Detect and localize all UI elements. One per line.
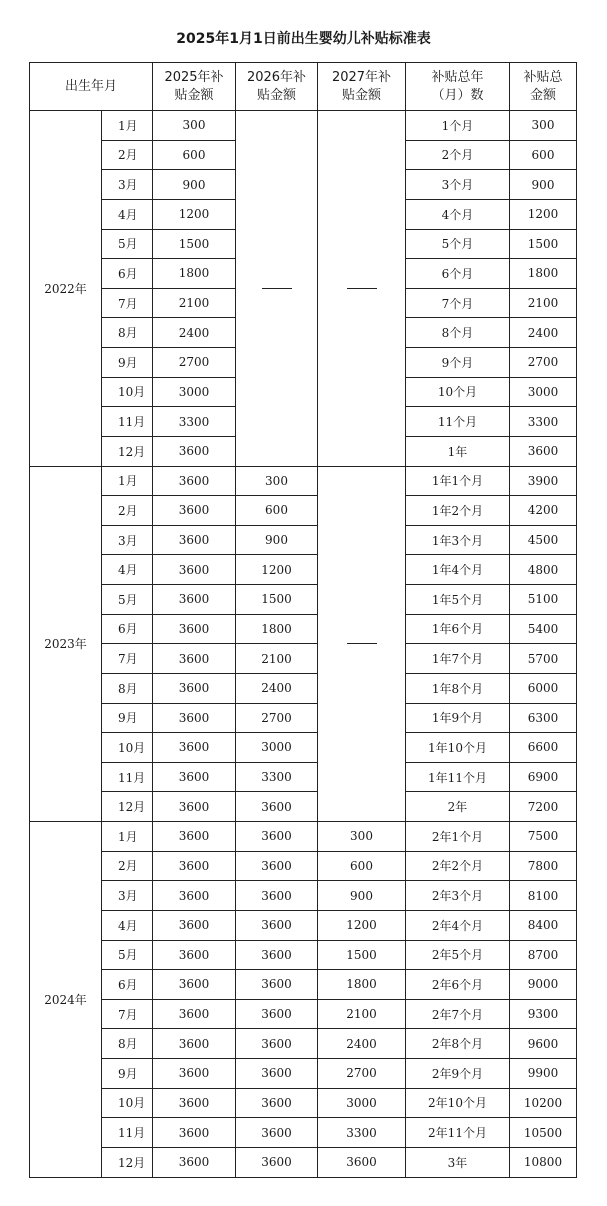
total-duration-cell: 2年: [406, 792, 510, 822]
total-amount-cell: 6900: [510, 762, 577, 792]
month-cell: 12月: [102, 1147, 153, 1177]
amount-2025-cell: 3600: [153, 970, 236, 1000]
total-amount-cell: 6000: [510, 673, 577, 703]
total-duration-cell: 2年3个月: [406, 881, 510, 911]
total-amount-cell: 8400: [510, 910, 577, 940]
month-cell: 4月: [102, 555, 153, 585]
month-cell: 5月: [102, 940, 153, 970]
month-cell: 5月: [102, 585, 153, 615]
amount-2026-cell: 3600: [236, 999, 318, 1029]
amount-2025-cell: 300: [153, 111, 236, 141]
amount-2025-cell: 3600: [153, 792, 236, 822]
total-duration-cell: 6个月: [406, 259, 510, 289]
month-cell: 9月: [102, 348, 153, 378]
total-duration-cell: 2年8个月: [406, 1029, 510, 1059]
amount-2025-cell: 3600: [153, 1118, 236, 1148]
page-title: 2025年1月1日前出生婴幼儿补贴标准表: [176, 31, 431, 47]
amount-2025-cell: 3600: [153, 851, 236, 881]
total-amount-cell: 3000: [510, 377, 577, 407]
total-amount-cell: 900: [510, 170, 577, 200]
amount-2025-cell: 3600: [153, 436, 236, 466]
total-duration-cell: 2年2个月: [406, 851, 510, 881]
amount-2027-na-cell: [318, 111, 406, 467]
month-cell: 7月: [102, 288, 153, 318]
total-amount-cell: 1200: [510, 199, 577, 229]
table-row: [30, 1088, 577, 1118]
amount-2027-na-cell: [318, 466, 406, 822]
amount-2026-cell: 2700: [236, 703, 318, 733]
total-amount-cell: 8700: [510, 940, 577, 970]
amount-2026-cell: 1500: [236, 585, 318, 615]
total-amount-cell: 4800: [510, 555, 577, 585]
amount-2027-cell: 3000: [318, 1088, 406, 1118]
table-row: [30, 940, 577, 970]
table-row: [30, 585, 577, 615]
header-total-amount: 补贴总金额: [510, 63, 577, 111]
month-cell: 6月: [102, 259, 153, 289]
total-duration-cell: 1年8个月: [406, 673, 510, 703]
month-cell: 11月: [102, 762, 153, 792]
amount-2026-cell: 3600: [236, 940, 318, 970]
amount-2025-cell: 3300: [153, 407, 236, 437]
amount-2026-cell: 2100: [236, 644, 318, 674]
month-cell: 1月: [102, 111, 153, 141]
total-duration-cell: 1年9个月: [406, 703, 510, 733]
total-amount-cell: 9600: [510, 1029, 577, 1059]
amount-2025-cell: 3600: [153, 881, 236, 911]
total-amount-cell: 5700: [510, 644, 577, 674]
total-amount-cell: 9000: [510, 970, 577, 1000]
table-row: [30, 851, 577, 881]
header-2025-amount: 2025年补贴金额: [153, 63, 236, 111]
amount-2025-cell: 3600: [153, 1147, 236, 1177]
month-cell: 9月: [102, 1059, 153, 1089]
amount-2027-cell: 2400: [318, 1029, 406, 1059]
table-row: [30, 733, 577, 763]
amount-2027-cell: 2100: [318, 999, 406, 1029]
total-duration-cell: 2年5个月: [406, 940, 510, 970]
amount-2027-cell: 900: [318, 881, 406, 911]
total-duration-cell: 4个月: [406, 199, 510, 229]
month-cell: 10月: [102, 1088, 153, 1118]
header-total-duration: 补贴总年（月）数: [406, 63, 510, 111]
table-row: [30, 1059, 577, 1089]
amount-2027-cell: 3300: [318, 1118, 406, 1148]
month-cell: 9月: [102, 703, 153, 733]
month-cell: 3月: [102, 881, 153, 911]
table-row: [30, 822, 577, 852]
total-amount-cell: 9300: [510, 999, 577, 1029]
amount-2026-cell: 2400: [236, 673, 318, 703]
month-cell: 3月: [102, 525, 153, 555]
month-cell: 11月: [102, 1118, 153, 1148]
amount-2025-cell: 3600: [153, 614, 236, 644]
year-cell: 2024年: [30, 822, 102, 1178]
total-amount-cell: 3300: [510, 407, 577, 437]
total-duration-cell: 10个月: [406, 377, 510, 407]
total-amount-cell: 1800: [510, 259, 577, 289]
amount-2025-cell: 3600: [153, 940, 236, 970]
table-row: [30, 1029, 577, 1059]
table-row: [30, 496, 577, 526]
dash-mark: [347, 643, 377, 644]
total-duration-cell: 1年10个月: [406, 733, 510, 763]
amount-2026-cell: 300: [236, 466, 318, 496]
total-amount-cell: 600: [510, 140, 577, 170]
amount-2025-cell: 3600: [153, 644, 236, 674]
amount-2025-cell: 2100: [153, 288, 236, 318]
amount-2025-cell: 1800: [153, 259, 236, 289]
amount-2026-cell: 3600: [236, 1059, 318, 1089]
total-amount-cell: 300: [510, 111, 577, 141]
total-duration-cell: 2个月: [406, 140, 510, 170]
amount-2026-cell: 900: [236, 525, 318, 555]
year-cell: 2023年: [30, 466, 102, 822]
amount-2025-cell: 1200: [153, 199, 236, 229]
month-cell: 11月: [102, 407, 153, 437]
table-row: [30, 970, 577, 1000]
total-amount-cell: 6600: [510, 733, 577, 763]
amount-2027-cell: 2700: [318, 1059, 406, 1089]
total-duration-cell: 1年4个月: [406, 555, 510, 585]
amount-2027-cell: 1500: [318, 940, 406, 970]
amount-2026-cell: 3600: [236, 1118, 318, 1148]
total-amount-cell: 9900: [510, 1059, 577, 1089]
month-cell: 8月: [102, 673, 153, 703]
month-cell: 7月: [102, 644, 153, 674]
dash-mark: [262, 288, 292, 289]
header-birth-month: 出生年月: [30, 63, 153, 111]
table-row: [30, 555, 577, 585]
amount-2027-cell: 600: [318, 851, 406, 881]
amount-2025-cell: 3600: [153, 673, 236, 703]
amount-2025-cell: 3600: [153, 822, 236, 852]
table-row: [30, 999, 577, 1029]
amount-2026-cell: 3600: [236, 910, 318, 940]
amount-2025-cell: 3600: [153, 1029, 236, 1059]
total-duration-cell: 1年11个月: [406, 762, 510, 792]
amount-2026-cell: 3600: [236, 1029, 318, 1059]
total-duration-cell: 2年10个月: [406, 1088, 510, 1118]
total-amount-cell: 7800: [510, 851, 577, 881]
total-amount-cell: 7200: [510, 792, 577, 822]
amount-2025-cell: 3600: [153, 466, 236, 496]
month-cell: 10月: [102, 733, 153, 763]
amount-2025-cell: 3600: [153, 525, 236, 555]
total-duration-cell: 2年9个月: [406, 1059, 510, 1089]
total-amount-cell: 3900: [510, 466, 577, 496]
amount-2026-cell: 3600: [236, 1147, 318, 1177]
amount-2026-cell: 1800: [236, 614, 318, 644]
total-duration-cell: 1年3个月: [406, 525, 510, 555]
total-amount-cell: 7500: [510, 822, 577, 852]
amount-2026-cell: 1200: [236, 555, 318, 585]
amount-2026-cell: 600: [236, 496, 318, 526]
month-cell: 12月: [102, 792, 153, 822]
amount-2025-cell: 3600: [153, 1059, 236, 1089]
amount-2026-cell: 3600: [236, 822, 318, 852]
amount-2025-cell: 3600: [153, 910, 236, 940]
month-cell: 4月: [102, 910, 153, 940]
amount-2025-cell: 3600: [153, 703, 236, 733]
total-duration-cell: 1年: [406, 436, 510, 466]
total-amount-cell: 4200: [510, 496, 577, 526]
table-row: [30, 111, 577, 141]
month-cell: 2月: [102, 140, 153, 170]
total-duration-cell: 5个月: [406, 229, 510, 259]
month-cell: 5月: [102, 229, 153, 259]
table-row: [30, 673, 577, 703]
total-amount-cell: 5400: [510, 614, 577, 644]
amount-2025-cell: 2400: [153, 318, 236, 348]
table-row: [30, 792, 577, 822]
total-duration-cell: 2年1个月: [406, 822, 510, 852]
total-duration-cell: 3个月: [406, 170, 510, 200]
total-amount-cell: 2700: [510, 348, 577, 378]
month-cell: 8月: [102, 318, 153, 348]
month-cell: 8月: [102, 1029, 153, 1059]
year-cell: 2022年: [30, 111, 102, 467]
table-row: [30, 644, 577, 674]
amount-2025-cell: 3000: [153, 377, 236, 407]
amount-2026-cell: 3600: [236, 970, 318, 1000]
month-cell: 6月: [102, 614, 153, 644]
total-amount-cell: 2400: [510, 318, 577, 348]
header-row: [30, 63, 577, 111]
amount-2025-cell: 600: [153, 140, 236, 170]
month-cell: 3月: [102, 170, 153, 200]
month-cell: 4月: [102, 199, 153, 229]
table-row: [30, 614, 577, 644]
total-duration-cell: 1年6个月: [406, 614, 510, 644]
total-amount-cell: 2100: [510, 288, 577, 318]
month-cell: 1月: [102, 466, 153, 496]
month-cell: 2月: [102, 496, 153, 526]
amount-2025-cell: 3600: [153, 733, 236, 763]
total-duration-cell: 11个月: [406, 407, 510, 437]
amount-2025-cell: 2700: [153, 348, 236, 378]
month-cell: 12月: [102, 436, 153, 466]
total-amount-cell: 6300: [510, 703, 577, 733]
amount-2026-cell: 3600: [236, 1088, 318, 1118]
table-row: [30, 525, 577, 555]
month-cell: 6月: [102, 970, 153, 1000]
total-duration-cell: 1年2个月: [406, 496, 510, 526]
total-amount-cell: 8100: [510, 881, 577, 911]
total-amount-cell: 10500: [510, 1118, 577, 1148]
total-amount-cell: 4500: [510, 525, 577, 555]
table-row: [30, 1147, 577, 1177]
total-duration-cell: 2年6个月: [406, 970, 510, 1000]
amount-2025-cell: 1500: [153, 229, 236, 259]
total-amount-cell: 5100: [510, 585, 577, 615]
total-amount-cell: 1500: [510, 229, 577, 259]
total-duration-cell: 3年: [406, 1147, 510, 1177]
table-row: [30, 1118, 577, 1148]
amount-2025-cell: 3600: [153, 999, 236, 1029]
total-duration-cell: 1个月: [406, 111, 510, 141]
amount-2026-cell: 3600: [236, 851, 318, 881]
total-duration-cell: 1年1个月: [406, 466, 510, 496]
month-cell: 7月: [102, 999, 153, 1029]
month-cell: 10月: [102, 377, 153, 407]
amount-2025-cell: 3600: [153, 1088, 236, 1118]
table-row: [30, 762, 577, 792]
amount-2025-cell: 3600: [153, 496, 236, 526]
table-row: [30, 881, 577, 911]
amount-2025-cell: 900: [153, 170, 236, 200]
amount-2026-cell: 3300: [236, 762, 318, 792]
amount-2027-cell: 1800: [318, 970, 406, 1000]
month-cell: 2月: [102, 851, 153, 881]
total-duration-cell: 1年7个月: [406, 644, 510, 674]
table-row: [30, 910, 577, 940]
total-duration-cell: 8个月: [406, 318, 510, 348]
total-amount-cell: 10200: [510, 1088, 577, 1118]
amount-2026-na-cell: [236, 111, 318, 467]
amount-2027-cell: 3600: [318, 1147, 406, 1177]
amount-2025-cell: 3600: [153, 555, 236, 585]
amount-2025-cell: 3600: [153, 762, 236, 792]
total-duration-cell: 2年4个月: [406, 910, 510, 940]
total-amount-cell: 3600: [510, 436, 577, 466]
amount-2027-cell: 1200: [318, 910, 406, 940]
total-duration-cell: 7个月: [406, 288, 510, 318]
month-cell: 1月: [102, 822, 153, 852]
table-row: [30, 466, 577, 496]
amount-2026-cell: 3000: [236, 733, 318, 763]
total-duration-cell: 9个月: [406, 348, 510, 378]
amount-2026-cell: 3600: [236, 881, 318, 911]
header-2027-amount: 2027年补贴金额: [318, 63, 406, 111]
amount-2027-cell: 300: [318, 822, 406, 852]
header-2026-amount: 2026年补贴金额: [236, 63, 318, 111]
subsidy-table: [29, 62, 577, 1178]
total-amount-cell: 10800: [510, 1147, 577, 1177]
total-duration-cell: 1年5个月: [406, 585, 510, 615]
amount-2026-cell: 3600: [236, 792, 318, 822]
dash-mark: [347, 288, 377, 289]
table-row: [30, 703, 577, 733]
total-duration-cell: 2年7个月: [406, 999, 510, 1029]
amount-2025-cell: 3600: [153, 585, 236, 615]
total-duration-cell: 2年11个月: [406, 1118, 510, 1148]
